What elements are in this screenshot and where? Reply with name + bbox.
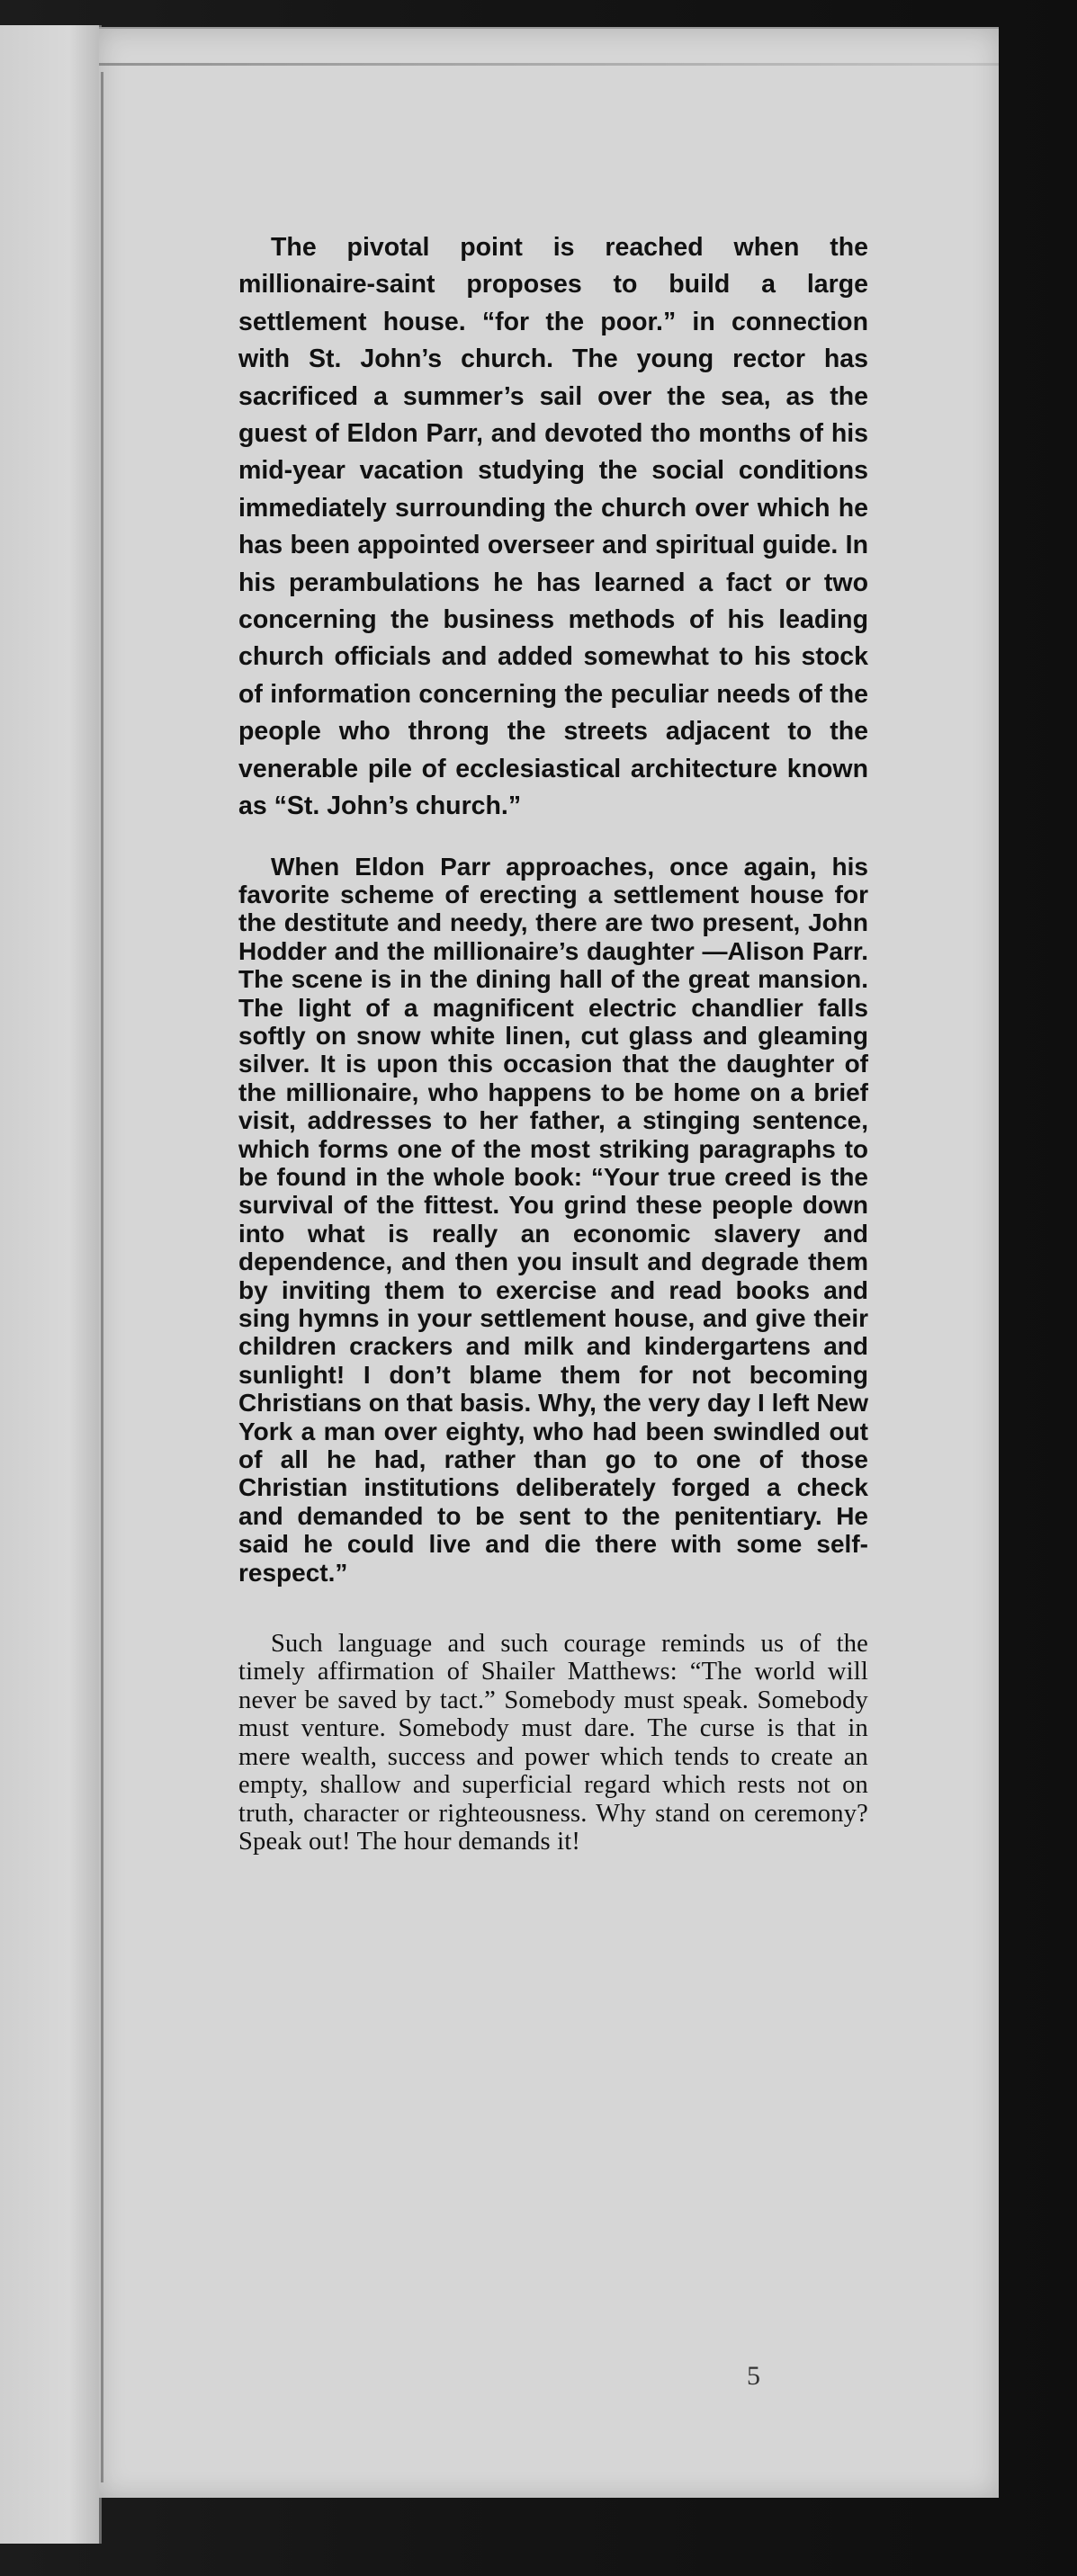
paragraph-2: When Eldon Parr approaches, once again, his favorite scheme of erecting a settlement house for the destitute and needy, there are two present, John Hodder and the millionaire’s daughter —Alison Parr. The scene is in the dining hall of the great mansion. The light of a magnificent electric chandlier falls softly on snow white linen, cut glass and gleaming silver. It is upon this occasion that the daughter of the millionaire, who happens to be home on a brief visit, addresses to her father, a stinging sentence, which forms one of the most striking paragraphs to be found in the whole book: “Your true creed is the survival of the fittest. You grind these people down into what is really an economic slavery and dependence, and then you insult and degrade them by inviting them to exercise and read books and sing hymns in your settlement house, and give their children crackers and milk and kindergartens and sunlight! I don’t blame them for not becoming Christians on that basis. Why, the very day I left New York a man over eighty, who had been swindled out of all he had, rather than go to one of those Christian institutions deliberately forged a check and demanded to be sent to the penitentiary. He said he could live and die there with some self-respect.” [238, 852, 868, 1587]
facing-page-edge [0, 25, 102, 2544]
paragraph-3: Such language and such courage reminds us of the timely affirmation of Shailer Matthews: “The world will never be saved by tact.” Somebody must speak. Somebody must venture. Somebody must dare. The curse is that in mere wealth, success and power which tends to create an empty, shallow and superficial regard which rests not on truth, character or righteousness. Why stand on ceremony? Speak out! The hour demands it! [238, 1630, 868, 1856]
text-column [238, 229, 868, 1899]
paragraph-1: The pivotal point is reached when the millionaire-saint proposes to build a large settlement house. “for the poor.” in connection with St. John’s church. The young rector has sacrificed a summer’s sail over the sea, as the guest of Eldon Parr, and devoted tho months of his mid-year vacation studying the social conditions immediately surrounding the church over which he has been appointed overseer and spiritual guide. In his perambulations he has learned a fact or two concerning the business methods of his leading church officials and added somewhat to his stock of information concerning the peculiar needs of the people who throng the streets adjacent to the venerable pile of ecclesiastical architecture known as “St. John’s church.” [238, 233, 868, 821]
page-left-fold [101, 72, 103, 2482]
page-number: 5 [747, 2361, 760, 2391]
page-top-shadow [99, 63, 999, 66]
